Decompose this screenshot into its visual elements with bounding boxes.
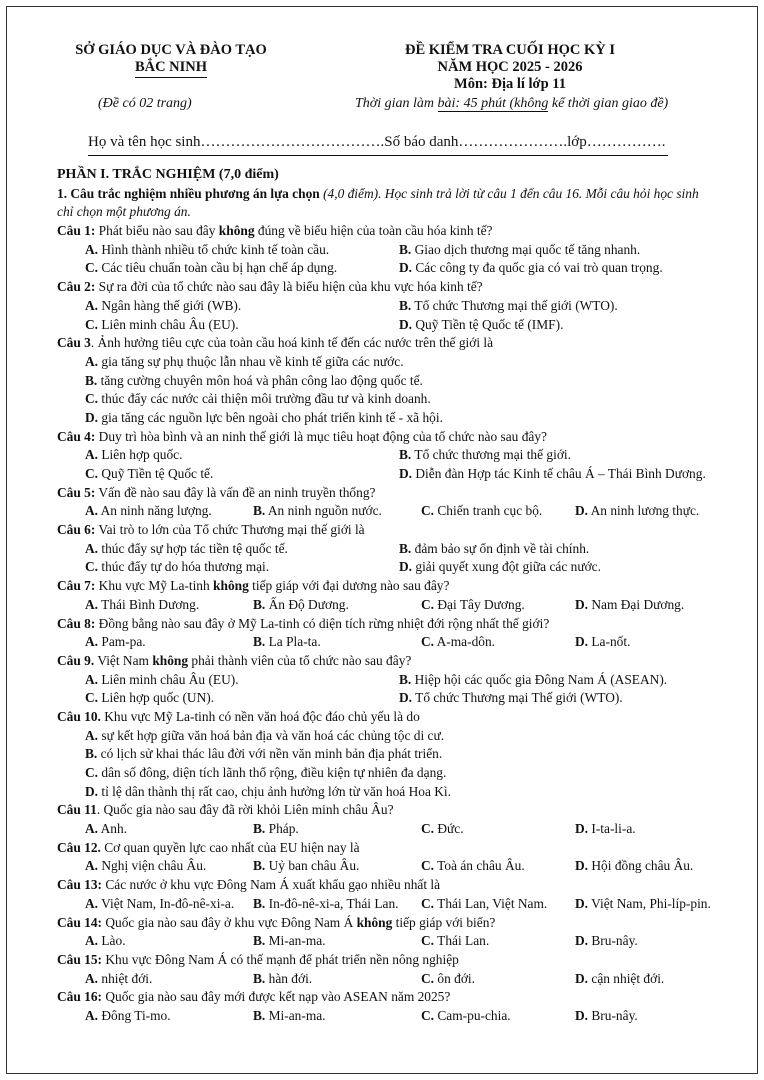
option-text: Hiệp hội các quốc gia Đông Nam Á (ASEAN). <box>411 671 668 687</box>
option-letter: A. <box>85 634 99 650</box>
options-row <box>57 745 727 764</box>
answer-option-b[interactable] <box>253 970 312 989</box>
option-letter: B. <box>399 297 412 313</box>
option-text: Tổ chức Thương mại Thế giới (WTO). <box>412 690 623 706</box>
answer-option-b[interactable] <box>253 857 359 876</box>
department-header <box>56 42 286 78</box>
answer-option-c[interactable] <box>85 765 446 780</box>
options-row <box>57 1007 727 1026</box>
option-text: sự kết hợp giữa văn hoá bản địa và văn hoá các chủng tộc di cư. <box>98 727 445 743</box>
answer-option-a[interactable] <box>85 502 212 521</box>
question-text: Phát biểu nào sau đây <box>95 223 219 239</box>
option-text: Liên minh châu Âu (EU). <box>98 671 239 687</box>
time-suffix: kể thời gian giao đề) <box>548 96 669 111</box>
answer-option-b[interactable] <box>399 297 618 316</box>
answer-option-a[interactable] <box>85 241 329 260</box>
answer-option-c[interactable] <box>421 596 525 615</box>
answer-option-b[interactable] <box>399 671 667 690</box>
options-row <box>57 465 727 484</box>
option-letter: B. <box>253 858 266 874</box>
answer-option-b[interactable] <box>253 1007 326 1026</box>
option-letter: D. <box>399 559 413 575</box>
option-letter: B. <box>399 447 412 463</box>
answer-option-c[interactable] <box>85 558 269 577</box>
exam-header <box>360 42 660 93</box>
option-text: gia tăng các nguồn lực bên ngoài cho phát triển kinh tế - xã hội. <box>98 409 443 425</box>
option-text: Việt Nam, Phi-líp-pin. <box>588 895 711 911</box>
question-list <box>57 222 727 1026</box>
options-row <box>57 558 727 577</box>
question-text: Khu vực Mỹ La-tinh <box>95 578 214 594</box>
option-text: Chiến tranh cục bộ. <box>434 503 543 519</box>
part-title: PHẦN I. TRẮC NGHIỆM (7,0 điểm) <box>57 167 279 182</box>
option-text: Liên hợp quốc. <box>98 447 183 463</box>
option-text: Đông Ti-mo. <box>98 1007 171 1023</box>
question-stem <box>57 708 727 727</box>
option-letter: D. <box>575 933 589 949</box>
instruction-rest: . Học sinh trả lời từ câu 1 đến câu 16. Mỗi câu hỏi học sinh <box>378 185 699 201</box>
option-letter: A. <box>85 540 99 556</box>
answer-option-d[interactable] <box>575 502 699 521</box>
option-text: giải quyết xung đột giữa các nước. <box>412 559 601 575</box>
question-label: Câu 3 <box>57 335 91 351</box>
answer-option-a[interactable] <box>85 633 146 652</box>
option-letter: B. <box>253 895 266 911</box>
options-row <box>57 857 727 876</box>
option-letter: C. <box>421 503 435 519</box>
option-text: gia tăng sự phụ thuộc lẫn nhau về kinh tế giữa các nước. <box>98 353 404 369</box>
options-row <box>57 446 727 465</box>
question-stem <box>57 615 727 634</box>
option-letter: C. <box>421 933 435 949</box>
option-letter: C. <box>85 690 99 706</box>
options-row <box>57 727 727 746</box>
exam-title: ĐỀ KIỂM TRA CUỐI HỌC KỲ I <box>404 42 615 58</box>
question-stem <box>57 839 727 858</box>
option-letter: C. <box>421 821 435 837</box>
question-text-end: phải thành viên của tổ chức nào sau đây? <box>188 652 412 668</box>
option-letter: C. <box>85 765 99 780</box>
question-text: Sự ra đời của tổ chức nào sau đây là biểu hiện của khu vực hóa kinh tế? <box>95 279 483 295</box>
option-letter: A. <box>85 297 99 313</box>
options-row <box>57 671 727 690</box>
option-text: An ninh nguồn nước. <box>265 503 382 519</box>
option-text: cận nhiệt đới. <box>588 970 665 986</box>
option-text: Nam Đại Dương. <box>588 596 685 612</box>
option-text: Ấn Độ Dương. <box>265 596 349 612</box>
option-text: Liên hợp quốc (UN). <box>98 690 215 706</box>
answer-option-d[interactable] <box>399 316 563 335</box>
option-text: Các tiêu chuẩn toàn cầu bị hạn chế áp dụng. <box>98 260 338 276</box>
option-letter: D. <box>575 970 589 986</box>
student-info-line: Họ và tên học sinh……………………………….Số báo danh………………….lớp……………. <box>88 134 668 156</box>
question-label: Câu 8: <box>57 615 96 631</box>
answer-option-b[interactable] <box>253 502 382 521</box>
option-text: Mi-an-ma. <box>265 933 326 949</box>
question-text: Quốc gia nào sau đây mới được kết nạp vào ASEAN năm 2025? <box>102 989 451 1005</box>
option-text: Tổ chức Thương mại thế giới (WTO). <box>411 297 618 313</box>
option-text: Thái Lan. <box>434 933 490 949</box>
answer-option-c[interactable] <box>421 857 525 876</box>
option-letter: B. <box>253 1007 266 1023</box>
answer-option-a[interactable] <box>85 596 199 615</box>
answer-option-c[interactable] <box>85 689 214 708</box>
answer-option-b[interactable] <box>399 241 640 260</box>
answer-option-b[interactable] <box>85 373 423 388</box>
option-text: hàn đới. <box>265 970 313 986</box>
option-letter: B. <box>399 671 412 687</box>
answer-option-c[interactable] <box>85 259 337 278</box>
options-row <box>57 316 727 335</box>
question-stem <box>57 222 727 241</box>
answer-option-b[interactable] <box>253 895 399 914</box>
answer-option-c[interactable] <box>421 820 464 839</box>
question-text: Khu vực Đông Nam Á có thế mạnh để phát triển nền nông nghiệp <box>102 951 459 967</box>
option-letter: B. <box>399 241 412 257</box>
department-name: SỞ GIÁO DỤC VÀ ĐÀO TẠO <box>75 42 267 58</box>
option-letter: D. <box>575 895 589 911</box>
option-letter: A. <box>85 821 99 837</box>
answer-option-a[interactable] <box>85 540 288 559</box>
question-text: Duy trì hòa bình và an ninh thế giới là mục tiêu hoạt động của tổ chức nào sau đây? <box>95 428 547 444</box>
options-row <box>57 372 727 391</box>
option-text: Đức. <box>434 821 464 837</box>
question-label: Câu 6: <box>57 522 96 538</box>
option-letter: C. <box>85 316 99 332</box>
option-text: Pháp. <box>265 821 299 837</box>
question-text: Vai trò to lớn của Tổ chức Thương mại thế giới là <box>95 522 365 538</box>
question-text: . Quốc gia nào sau đây đã rời khỏi Liên minh châu Âu? <box>96 802 394 818</box>
question-text: Đồng bằng nào sau đây ở Mỹ La-tinh có diện tích rừng nhiệt đới rộng nhất thế giới? <box>95 615 550 631</box>
option-text: Toà án châu Âu. <box>434 858 525 874</box>
question-label: Câu 1: <box>57 223 96 239</box>
question-label: Câu 15: <box>57 951 103 967</box>
option-text: Uỷ ban châu Âu. <box>265 858 360 874</box>
option-text: A-ma-dôn. <box>434 634 496 650</box>
question-label: Câu 11 <box>57 802 97 818</box>
option-letter: C. <box>421 1007 435 1023</box>
time-prefix: Thời gian làm <box>355 96 438 111</box>
option-text: Các công ty đa quốc gia có vai trò quan trọng. <box>412 260 663 276</box>
option-text: Lào. <box>98 933 126 949</box>
question-stem <box>57 801 727 820</box>
option-letter: B. <box>85 372 98 388</box>
option-text: An ninh lương thực. <box>588 503 700 519</box>
option-text: Liên minh châu Âu (EU). <box>98 316 239 332</box>
options-row <box>57 390 727 409</box>
answer-option-b[interactable] <box>85 746 442 761</box>
options-row <box>57 259 727 278</box>
answer-option-d[interactable] <box>85 410 443 425</box>
option-text: thúc đẩy sự hợp tác tiền tệ quốc tế. <box>98 540 288 556</box>
option-text: có lịch sử khai thác lâu đời với nền văn minh bản địa phát triển. <box>97 746 443 762</box>
question-text-end: đúng về biểu hiện của toàn cầu hóa kinh tế? <box>254 223 493 239</box>
options-row <box>57 932 727 951</box>
option-text: tỉ lệ dân thành thị rất cao, chịu ảnh hưởng lớn từ văn hoá Hoa Kì. <box>98 783 451 799</box>
option-text: Anh. <box>98 821 128 837</box>
answer-option-d[interactable] <box>399 465 706 484</box>
option-letter: D. <box>575 634 589 650</box>
option-letter: D. <box>575 596 589 612</box>
option-text: Thái Lan, Việt Nam. <box>434 895 548 911</box>
option-letter: A. <box>85 241 99 257</box>
question-stem <box>57 334 727 353</box>
answer-option-d[interactable] <box>399 689 623 708</box>
option-letter: A. <box>85 503 99 519</box>
option-letter: A. <box>85 353 99 369</box>
option-letter: C. <box>85 260 99 276</box>
option-letter: C. <box>421 634 435 650</box>
option-letter: A. <box>85 727 99 743</box>
question-text: Quốc gia nào sau đây ở khu vực Đông Nam Á <box>102 914 357 930</box>
answer-option-c[interactable] <box>85 465 213 484</box>
answer-option-a[interactable] <box>85 895 234 914</box>
option-letter: A. <box>85 596 99 612</box>
question-text: Vấn đề nào sau đây là vấn đề an ninh truyền thống? <box>95 484 376 500</box>
answer-option-a[interactable] <box>85 446 182 465</box>
subject: Môn: Địa lí lớp 11 <box>454 76 566 92</box>
answer-option-b[interactable] <box>253 932 326 951</box>
time-note <box>355 96 668 112</box>
question-emphasis: không <box>218 223 255 239</box>
option-text: An ninh năng lượng. <box>98 503 212 519</box>
option-text: Quỹ Tiền tệ Quốc tế. <box>98 466 214 481</box>
option-letter: D. <box>399 690 413 706</box>
answer-option-a[interactable] <box>85 671 239 690</box>
answer-option-c[interactable] <box>85 316 239 335</box>
answer-option-d[interactable] <box>575 857 693 876</box>
option-letter: D. <box>399 260 413 276</box>
options-row <box>57 764 727 783</box>
option-letter: B. <box>253 821 266 837</box>
option-letter: A. <box>85 933 99 949</box>
option-text: ôn đới. <box>434 970 475 986</box>
options-row <box>57 502 727 521</box>
question-text: . Ảnh hưởng tiêu cực của toàn cầu hoá kinh tế đến các nước trên thế giới là <box>90 335 494 351</box>
question-stem <box>57 988 727 1007</box>
answer-option-d[interactable] <box>575 820 636 839</box>
option-text: đảm bảo sự ổn định về tài chính. <box>411 540 590 556</box>
question-stem <box>57 951 727 970</box>
answer-option-c[interactable] <box>85 391 431 406</box>
answer-option-c[interactable] <box>421 970 475 989</box>
question-emphasis: không <box>213 578 249 594</box>
option-text: Tổ chức thương mại thế giới. <box>411 447 571 463</box>
option-text: Việt Nam, In-đô-nê-xi-a. <box>98 895 235 911</box>
option-letter: C. <box>421 970 435 986</box>
answer-option-a[interactable] <box>85 932 126 951</box>
option-letter: C. <box>421 596 435 612</box>
answer-option-d[interactable] <box>575 1007 638 1026</box>
question-label: Câu 2: <box>57 279 96 295</box>
answer-option-d[interactable] <box>85 784 451 799</box>
answer-option-a[interactable] <box>85 1007 171 1026</box>
answer-option-a[interactable] <box>85 297 241 316</box>
question-emphasis: không <box>152 652 189 668</box>
time-underlined: bài: 45 phút (không <box>437 96 549 111</box>
question-text-end: tiếp giáp với biển? <box>392 914 496 930</box>
options-row <box>57 970 727 989</box>
option-text: Diễn đàn Hợp tác Kinh tế châu Á – Thái Bình Dương. <box>412 466 706 481</box>
question-stem <box>57 428 727 447</box>
option-letter: D. <box>85 783 99 799</box>
options-row <box>57 895 727 914</box>
option-letter: D. <box>575 858 589 874</box>
option-letter: C. <box>85 391 99 407</box>
option-text: In-đô-nê-xi-a, Thái Lan. <box>265 895 399 911</box>
options-row <box>57 783 727 802</box>
options-row <box>57 241 727 260</box>
answer-option-b[interactable] <box>253 596 349 615</box>
option-text: Cam-pu-chia. <box>434 1007 511 1023</box>
question-label: Câu 5: <box>57 484 96 500</box>
question-stem <box>57 577 727 596</box>
option-text: tăng cường chuyên môn hoá và phân công lao động quốc tế. <box>97 372 423 388</box>
option-text: thúc đẩy các nước cải thiện môi trường đầu tư và kinh doanh. <box>98 391 431 407</box>
option-letter: B. <box>85 746 98 762</box>
option-letter: B. <box>399 540 412 556</box>
options-row <box>57 820 727 839</box>
answer-option-d[interactable] <box>575 633 630 652</box>
option-text: La Pla-ta. <box>265 634 321 650</box>
question-text: Các nước ở khu vực Đông Nam Á xuất khẩu gạo nhiều nhất là <box>102 877 441 893</box>
option-letter: D. <box>575 821 589 837</box>
option-text: Đại Tây Dương. <box>434 596 525 612</box>
option-letter: B. <box>253 634 266 650</box>
option-letter: D. <box>575 1007 589 1023</box>
options-row <box>57 409 727 428</box>
instruction-line-2: chỉ chọn một phương án. <box>57 204 191 220</box>
question-label: Câu 9. <box>57 652 95 668</box>
option-letter: D. <box>399 316 413 332</box>
option-letter: C. <box>421 895 435 911</box>
answer-option-a[interactable] <box>85 820 127 839</box>
options-row <box>57 540 727 559</box>
exam-content <box>57 166 727 1026</box>
answer-option-c[interactable] <box>421 502 542 521</box>
answer-option-d[interactable] <box>399 558 601 577</box>
question-label: Câu 14: <box>57 914 103 930</box>
answer-option-b[interactable] <box>253 633 321 652</box>
option-text: dân số đông, diện tích lãnh thổ rộng, điều kiện tự nhiên đa dạng. <box>98 765 447 780</box>
question-label: Câu 7: <box>57 578 96 594</box>
option-text: Hội đồng châu Âu. <box>588 858 694 874</box>
question-emphasis: không <box>356 914 393 930</box>
option-letter: B. <box>253 933 266 949</box>
answer-option-b[interactable] <box>253 820 299 839</box>
option-letter: A. <box>85 1007 99 1023</box>
option-letter: A. <box>85 447 99 463</box>
question-text-end: tiếp giáp với đại dương nào sau đây? <box>248 578 450 594</box>
answer-option-b[interactable] <box>399 446 571 465</box>
answer-option-d[interactable] <box>575 895 711 914</box>
question-label: Câu 13: <box>57 877 103 893</box>
instruction-bold: 1. Câu trắc nghiệm nhiều phương án lựa chọn <box>57 185 320 201</box>
option-text: nhiệt đới. <box>98 970 153 986</box>
option-letter: C. <box>421 858 435 874</box>
question-stem <box>57 652 727 671</box>
answer-option-c[interactable] <box>421 932 489 951</box>
question-stem <box>57 876 727 895</box>
question-text: Cơ quan quyền lực cao nhất của EU hiện nay là <box>100 839 360 855</box>
option-text: Thái Bình Dương. <box>98 596 200 612</box>
answer-option-a[interactable] <box>85 354 404 369</box>
option-text: thúc đẩy tự do hóa thương mại. <box>98 559 270 575</box>
option-letter: C. <box>85 559 99 575</box>
options-row <box>57 297 727 316</box>
answer-option-d[interactable] <box>399 259 663 278</box>
question-stem <box>57 484 727 503</box>
option-text: Bru-nây. <box>588 1007 638 1023</box>
options-row <box>57 353 727 372</box>
option-letter: D. <box>575 503 589 519</box>
option-text: Bru-nây. <box>588 933 638 949</box>
option-letter: B. <box>253 596 266 612</box>
option-letter: D. <box>399 466 413 481</box>
province-name: BẮC NINH <box>135 59 207 78</box>
option-letter: A. <box>85 970 99 986</box>
option-text: Hình thành nhiều tổ chức kinh tế toàn cầu. <box>98 241 330 257</box>
question-text: Việt Nam <box>94 652 153 668</box>
question-stem <box>57 278 727 297</box>
option-letter: D. <box>85 409 99 425</box>
answer-option-c[interactable] <box>421 1007 511 1026</box>
question-label: Câu 10. <box>57 708 101 724</box>
options-row <box>57 689 727 708</box>
option-letter: B. <box>253 503 266 519</box>
answer-option-c[interactable] <box>421 633 495 652</box>
option-text: Nghị viện châu Âu. <box>98 858 207 874</box>
question-text: Khu vực Mỹ La-tinh có nền văn hoá độc đáo chủ yếu là do <box>100 708 420 724</box>
answer-option-a[interactable] <box>85 857 206 876</box>
option-text: Mi-an-ma. <box>265 1007 326 1023</box>
option-letter: C. <box>85 466 99 481</box>
question-stem <box>57 521 727 540</box>
option-text: Quỹ Tiền tệ Quốc tế (IMF). <box>412 316 564 332</box>
option-letter: A. <box>85 671 99 687</box>
option-letter: A. <box>85 895 99 911</box>
instruction-line-1 <box>57 185 727 204</box>
option-letter: A. <box>85 858 99 874</box>
options-row <box>57 596 727 615</box>
answer-option-d[interactable] <box>575 970 664 989</box>
option-letter: B. <box>253 970 266 986</box>
answer-option-d[interactable] <box>575 932 638 951</box>
answer-option-d[interactable] <box>575 596 684 615</box>
answer-option-a[interactable] <box>85 970 152 989</box>
question-label: Câu 12. <box>57 839 101 855</box>
pages-note: (Đề có 02 trang) <box>98 96 192 111</box>
school-year: NĂM HỌC 2025 - 2026 <box>437 59 583 75</box>
answer-option-b[interactable] <box>399 540 589 559</box>
option-text: Giao dịch thương mại quốc tế tăng nhanh. <box>411 241 641 257</box>
option-text: La-nốt. <box>588 634 631 650</box>
instruction-points: (4,0 điểm) <box>319 185 379 201</box>
options-row <box>57 633 727 652</box>
answer-option-a[interactable] <box>85 728 444 743</box>
option-text: Pam-pa. <box>98 634 146 650</box>
option-text: Ngân hàng thế giới (WB). <box>98 297 242 313</box>
option-text: I-ta-li-a. <box>588 821 636 837</box>
question-label: Câu 4: <box>57 428 96 444</box>
answer-option-c[interactable] <box>421 895 547 914</box>
question-label: Câu 16: <box>57 989 103 1005</box>
question-stem <box>57 914 727 933</box>
